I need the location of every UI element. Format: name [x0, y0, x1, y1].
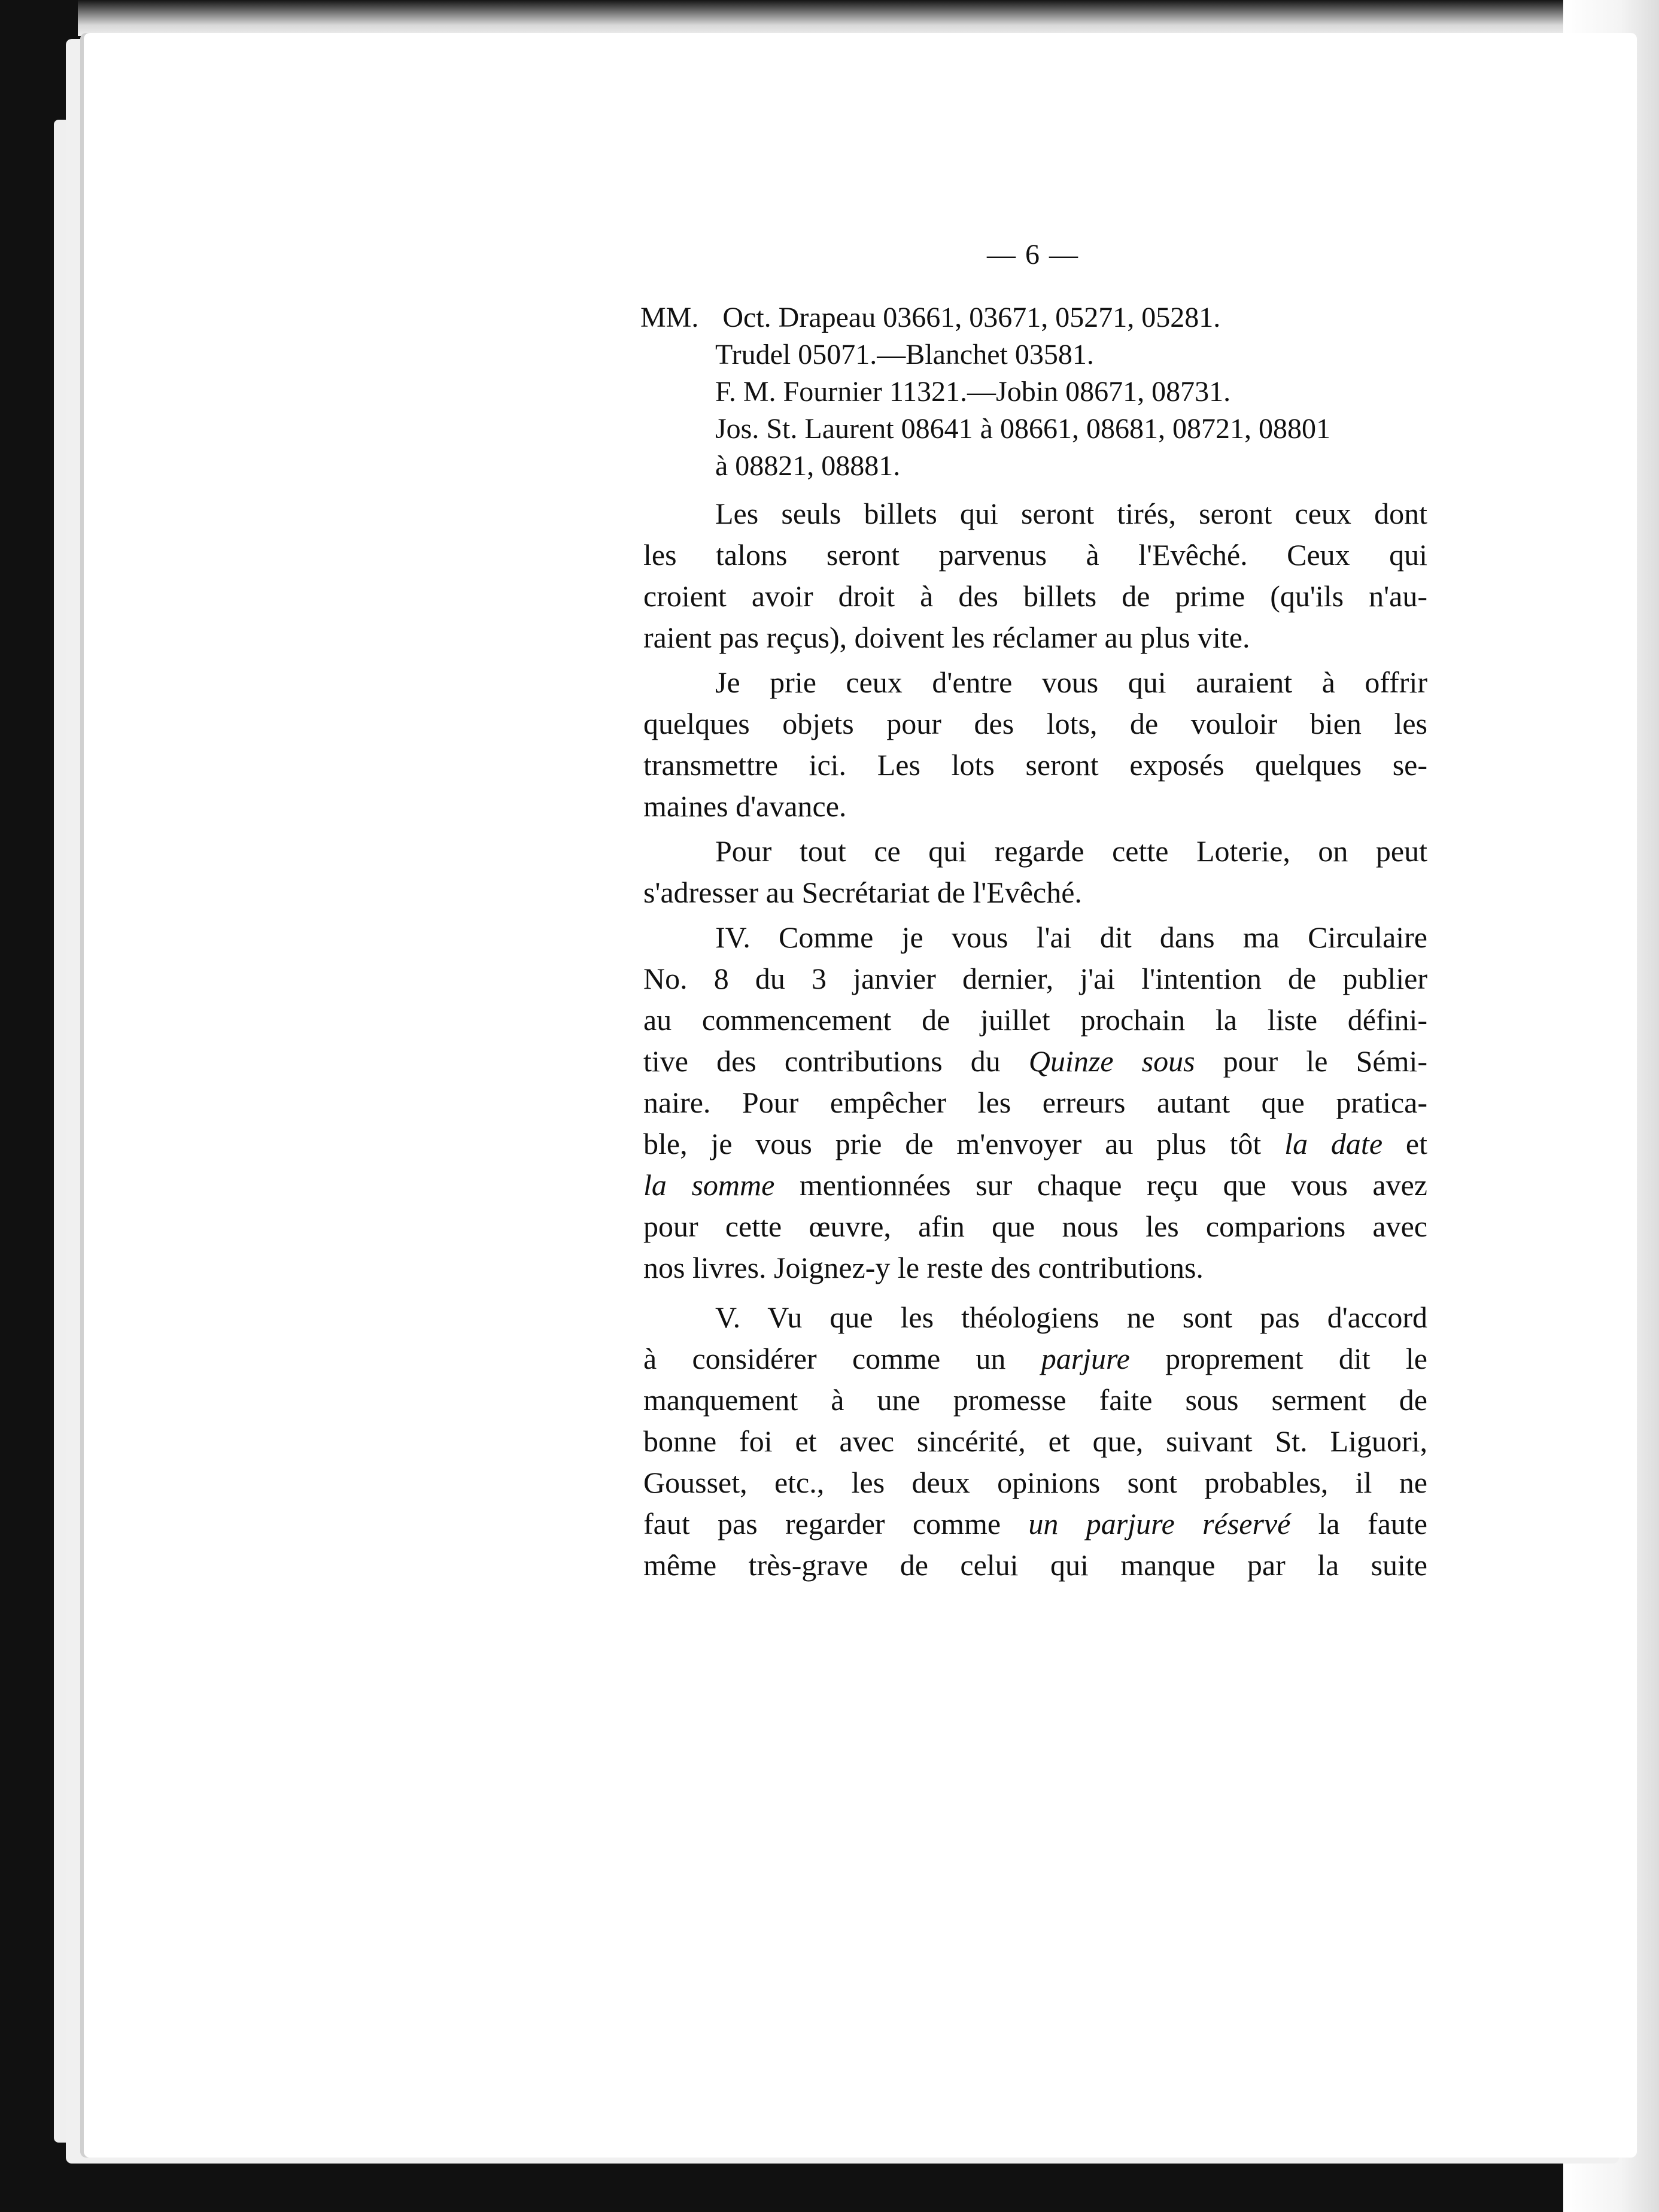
text-run: pour le Sémi-	[1195, 1044, 1427, 1078]
text-run: mentionnées sur chaque reçu que vous avez	[774, 1168, 1427, 1202]
text-run: faut pas regarder comme	[643, 1507, 1029, 1540]
paragraph-loterie	[643, 831, 1427, 913]
italic-run: la somme	[643, 1168, 775, 1202]
italic-run: la date	[1284, 1127, 1383, 1160]
text-line: raient pas reçus), doivent les réclamer au plus vite.	[643, 621, 1250, 654]
list-line-3: F. M. Fournier 11321.—Jobin 08671, 08731.	[715, 376, 1231, 408]
paragraph-lots	[643, 662, 1427, 827]
text-line: quelques objets pour des lots, de vouloir bien les	[643, 707, 1427, 740]
text-line: V. Vu que les théologiens ne sont pas d'accord	[715, 1301, 1427, 1334]
text-line: les talons seront parvenus à l'Evêché. Ceux qui	[643, 538, 1427, 572]
text-line: IV. Comme je vous l'ai dit dans ma Circulaire	[715, 920, 1427, 954]
list-prefix: MM.	[640, 302, 699, 333]
text-line: pour cette œuvre, afin que nous les comparions avec	[643, 1210, 1427, 1243]
paragraph-iv	[643, 917, 1427, 1289]
text-line: Gousset, etc., les deux opinions sont probables, il ne	[643, 1466, 1427, 1499]
text-line: transmettre ici. Les lots seront exposés quelques se-	[643, 748, 1427, 782]
text-line: nos livres. Joignez-y le reste des contributions.	[643, 1251, 1204, 1284]
text-line	[643, 1338, 1427, 1380]
list-line-4: Jos. St. Laurent 08641 à 08661, 08681, 08721, 08801	[715, 413, 1330, 445]
text-line: Pour tout ce qui regarde cette Loterie, on peut	[715, 834, 1427, 868]
list-line-5: à 08821, 08881.	[715, 450, 901, 482]
text-run: à considérer comme un	[643, 1342, 1041, 1375]
page-text	[640, 299, 1427, 1586]
paragraph-billets	[643, 493, 1427, 658]
text-line: naire. Pour empêcher les erreurs autant que pratica-	[643, 1086, 1427, 1119]
text-run: ble, je vous prie de m'envoyer au plus tôt	[643, 1127, 1285, 1160]
text-line	[643, 1503, 1427, 1545]
italic-run: parjure	[1041, 1342, 1130, 1375]
italic-run: Quinze sous	[1028, 1044, 1195, 1078]
text-run: tive des contributions du	[643, 1044, 1029, 1078]
text-line: croient avoir droit à des billets de prime (qu'ils n'au-	[643, 579, 1427, 613]
text-run: la faute	[1290, 1507, 1427, 1540]
text-line: s'adresser au Secrétariat de l'Evêché.	[643, 876, 1082, 909]
scan-top-edge	[78, 0, 1586, 36]
text-line: au commencement de juillet prochain la liste défini-	[643, 1003, 1427, 1037]
text-line	[643, 1041, 1427, 1082]
text-line: bonne foi et avec sincérité, et que, suivant St. Liguori,	[643, 1424, 1427, 1458]
page-number: — 6 —	[987, 239, 1079, 271]
text-line: Je prie ceux d'entre vous qui auraient à offrir	[715, 666, 1427, 699]
text-line: même très-grave de celui qui manque par la suite	[643, 1548, 1427, 1582]
lottery-list	[640, 299, 1427, 485]
text-line	[643, 1123, 1427, 1165]
list-line-2: Trudel 05071.—Blanchet 03581.	[715, 339, 1094, 370]
text-line: manquement à une promesse faite sous serment de	[643, 1383, 1427, 1417]
text-line: Les seuls billets qui seront tirés, seront ceux dont	[715, 497, 1427, 530]
paragraph-v	[643, 1297, 1427, 1586]
text-line: maines d'avance.	[643, 789, 847, 823]
list-line-1: Oct. Drapeau 03661, 03671, 05271, 05281.	[722, 302, 1221, 333]
text-line	[643, 1165, 1427, 1206]
text-line: No. 8 du 3 janvier dernier, j'ai l'intention de publier	[643, 962, 1427, 995]
text-run: proprement dit le	[1129, 1342, 1427, 1375]
text-run: et	[1382, 1127, 1427, 1160]
italic-run: un parjure réservé	[1028, 1507, 1291, 1540]
